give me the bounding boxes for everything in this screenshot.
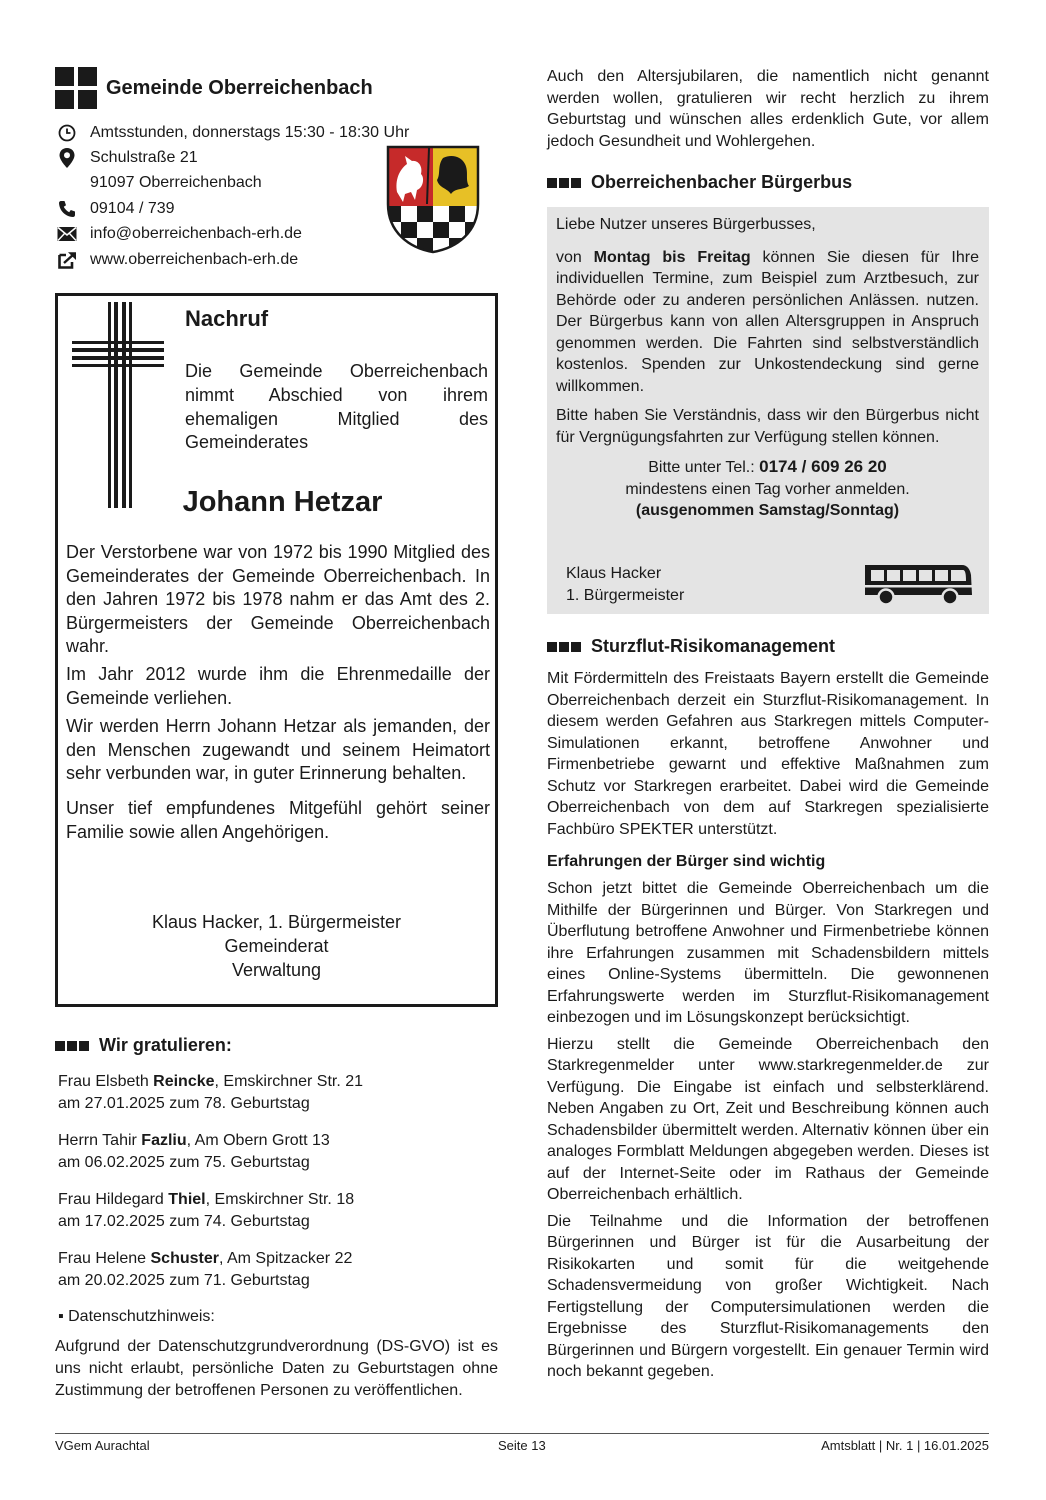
privacy-text: Aufgrund der Datenschutzgrundverordnung (DS-GVO) ist es uns nicht erlaubt, persönliche Daten zu Geburtstagen ohne Zustimmung der betroffenen Personen zu veröffentlichen. [55,1338,498,1400]
jubilee-note: Auch den Altersjubilaren, die namentlich nicht genannt werden wollen, gratulieren wir recht herzlich zu ihrem Geburtstag und wünschen alles erdenklich Gute, vor allem jedoch Gesundheit und Wohlergehen. [547,68,989,150]
right-column [547,66,989,1383]
birthday-address: , Emskirchner Str. 21 [214,1073,364,1091]
bus-text: können Sie diesen für Ihre individuellen Termine, zum Beispiel zum Arztbesuch, zur Behörde oder zu anderen persönlichen Anlässen. nutzen. Der Bürgerbus kann von allen Altersgruppen in Anspruch genommen werden. Die Fahrten sind selbstverständlich kostenlos. Spenden zur Unkostendeckung sind gerne willkommen. [556,248,979,395]
congratulations-section [55,1035,498,1402]
birthday-prefix: Frau Hildegard [58,1191,169,1209]
envelope-icon [55,223,79,245]
left-column [55,66,498,1402]
obituary-paragraph: Der Verstorbene war von 1972 bis 1990 Mitglied des Gemeinderates der Gemeinde Oberreichenbach. In den Jahren 1972 bis 1978 nahm er das Amt des 2. Bürgermeisters der Gemeinde Oberreichenbach wahr. [66,542,490,656]
contact-block [55,120,498,272]
birthday-surname: Thiel [168,1191,206,1209]
contact-street-text: Schulstraße 21 [90,149,198,167]
location-pin-icon [55,147,79,169]
bus-paragraph [556,247,979,398]
flood-heading-text: Sturzflut-Risikomanagement [591,636,836,656]
flood-paragraph: Die Teilnahme und die Information der betroffenen Bürgerinnen und Bürger ist für die Ausarbeitung der Risikokarten und somit für die weitgehende Schadensvermeidung von großer Wichtigkeit. Nach Fertigstellung der Computersimulationen werden die Ergebnisse des Sturzflut-Risikomanagements den Bürgerinnen und Bürgern vorgestellt. Ein genauer Termin wird noch bekannt gegeben. [547,1212,989,1380]
bus-text: von [556,248,594,266]
cross-icon [72,302,164,508]
bus-heading-text: Oberreichenbacher Bürgerbus [591,172,853,192]
birthday-address: , Am Spitzacker 22 [218,1250,353,1268]
footer-publisher: VGem Aurachtal [55,1438,150,1453]
obituary-body [66,541,490,849]
obituary-paragraph: Unser tief empfundenes Mitgefühl gehört seiner Familie sowie allen Angehörigen. [66,798,490,842]
page-footer [55,1433,989,1457]
obituary-box [55,293,498,1007]
congratulations-heading [55,1035,498,1056]
flood-paragraph: Schon jetzt bittet die Gemeinde Oberreichenbach um die Mithilfe der Bürgerinnen und Bürger. Von Starkregen und Überflutung betroffene Anwohner und Firmenbetriebe können ihre Erfahrungen zusammen mit Schadensbildern mittels eines Online-Systems übermitteln. Die gewonnenen Erfahrungswerte werden im Sturzflut-Risikomanagement einbezogen und im Lösungskonzept berücksichtigt. [547,880,989,1026]
clock-icon [55,122,79,144]
birthday-surname: Fazliu [141,1132,187,1150]
contact-email-link[interactable]: info@oberreichenbach-erh.de [90,225,302,243]
birthday-entry [55,1071,498,1115]
contact-phone-text: 09104 / 739 [90,199,175,217]
birthday-entry [55,1130,498,1174]
flood-heading [547,636,989,657]
bus-paragraph: Bitte haben Sie Verständnis, dass wir den Bürgerbus nicht für Vergnügungsfahrten zur Verfügung stellen können. [556,407,979,446]
bus-greeting: Liebe Nutzer unseres Bürgerbusses, [556,216,816,233]
phone-icon [55,198,79,220]
birthday-date: am 20.02.2025 zum 71. Geburtstag [58,1272,310,1290]
municipality-header [55,66,498,110]
birthday-entry [55,1189,498,1233]
birthday-date: am 06.02.2025 zum 75. Geburtstag [58,1154,310,1172]
birthday-surname: Schuster [150,1250,219,1268]
birthday-prefix: Herrn Tahir [58,1132,142,1150]
bus-phone-number[interactable]: 0174 / 609 26 20 [759,457,887,476]
obituary-signature [58,911,495,982]
bus-icon [862,561,974,607]
birthday-entry [55,1248,498,1292]
bus-phone-line [556,456,979,479]
bus-weekend-note: (ausgenommen Samstag/Sonntag) [635,502,900,519]
birthday-address: , Am Obern Grott 13 [186,1132,330,1150]
birthday-date: am 17.02.2025 zum 74. Geburtstag [58,1213,310,1231]
contact-city-text: 91097 Oberreichenbach [90,174,262,192]
bus-signature [566,563,684,607]
birthday-prefix: Frau Helene [58,1250,151,1268]
privacy-label: ▪ Datenschutzhinweis: [58,1308,215,1326]
obituary-paragraph: Im Jahr 2012 wurde ihm die Ehrenmedaille der Gemeinde verliehen. [66,664,490,708]
municipality-logo-icon [55,67,97,109]
bus-signature-title: 1. Bürgermeister [566,587,685,604]
bus-heading [547,172,989,193]
flood-paragraph: Mit Fördermitteln des Freistaats Bayern erstellt die Gemeinde Oberreichenbach derzeit ein Sturzflut-Risikomanagement. In diesem werden Gefahren aus Starkregen mittels Computer-Simulationen erkannt, betroffene Anwohner und Firmenbetriebe gewarnt und effektive Maßnahmen zum Schutz vor Starkregen erarbeitet. Dabei wird die Gemeinde Oberreichenbach von dem auf Starkregen spezialisierte Fachbüro SPEKTER unterstützt. [547,670,989,838]
footer-page-number: Seite 13 [498,1438,546,1453]
bus-signature-name: Klaus Hacker [566,565,662,582]
municipality-title: Gemeinde Oberreichenbach [106,76,373,99]
external-link-icon [55,249,79,271]
footer-issue: Amtsblatt | Nr. 1 | 16.01.2025 [821,1438,989,1453]
section-bullet-icon [547,178,581,188]
contact-web-link[interactable]: www.oberreichenbach-erh.de [90,250,299,268]
contact-hours [55,120,498,145]
obituary-name: Johann Hetzar [182,486,383,519]
obituary-signature-line: Klaus Hacker, 1. Bürgermeister [151,912,402,933]
bus-phone-label: Bitte unter Tel.: [648,459,760,476]
birthday-date: am 27.01.2025 zum 78. Geburtstag [58,1095,310,1113]
citizen-bus-box [547,207,989,614]
congratulations-heading-text: Wir gratulieren: [99,1035,232,1056]
contact-hours-text: Amtsstunden, donnerstags 15:30 - 18:30 Uhr [90,123,410,141]
section-bullet-icon [547,642,581,652]
obituary-intro: Die Gemeinde Oberreichenbach nimmt Abschied von ihrem ehemaligen Mitglied des Gemeinderates [185,361,488,453]
obituary-signature-line: Gemeinderat [224,935,329,956]
flood-subheading: Erfahrungen der Bürger sind wichtig [547,853,826,870]
flood-paragraph: Hierzu stellt die Gemeinde Oberreichenbach den Starkregenmelder unter www.starkregenmelder.de zur Verfügung. Die Eingabe ist einfach und selbsterklärend. Neben Angaben zu Ort, Zeit und Beschreibung können auch Schadensbilder übermittelt werden. Alternativ können über ein analoges Formblatt Meldungen abgegeben werden. Dieses ist auf der Internet-Seite oder im Rathaus der Gemeinde Oberreichenbach erhältlich. [547,1035,989,1203]
obituary-signature-line: Verwaltung [231,959,322,980]
birthday-address: , Emskirchner Str. 18 [205,1191,355,1209]
coat-of-arms-icon [385,144,481,254]
birthday-surname: Reincke [153,1073,215,1091]
section-bullet-icon [55,1041,89,1051]
obituary-heading: Nachruf [185,306,269,332]
obituary-paragraph: Wir werden Herrn Johann Hetzar als jemanden, der den Menschen zugewandt und seinem Heimatort sehr verbunden war, in guter Erinnerung behalten. [66,716,490,783]
birthday-prefix: Frau Elsbeth [58,1073,154,1091]
bus-advance-note: mindestens einen Tag vorher anmelden. [625,480,910,498]
bus-days: Montag bis Freitag [593,248,751,266]
